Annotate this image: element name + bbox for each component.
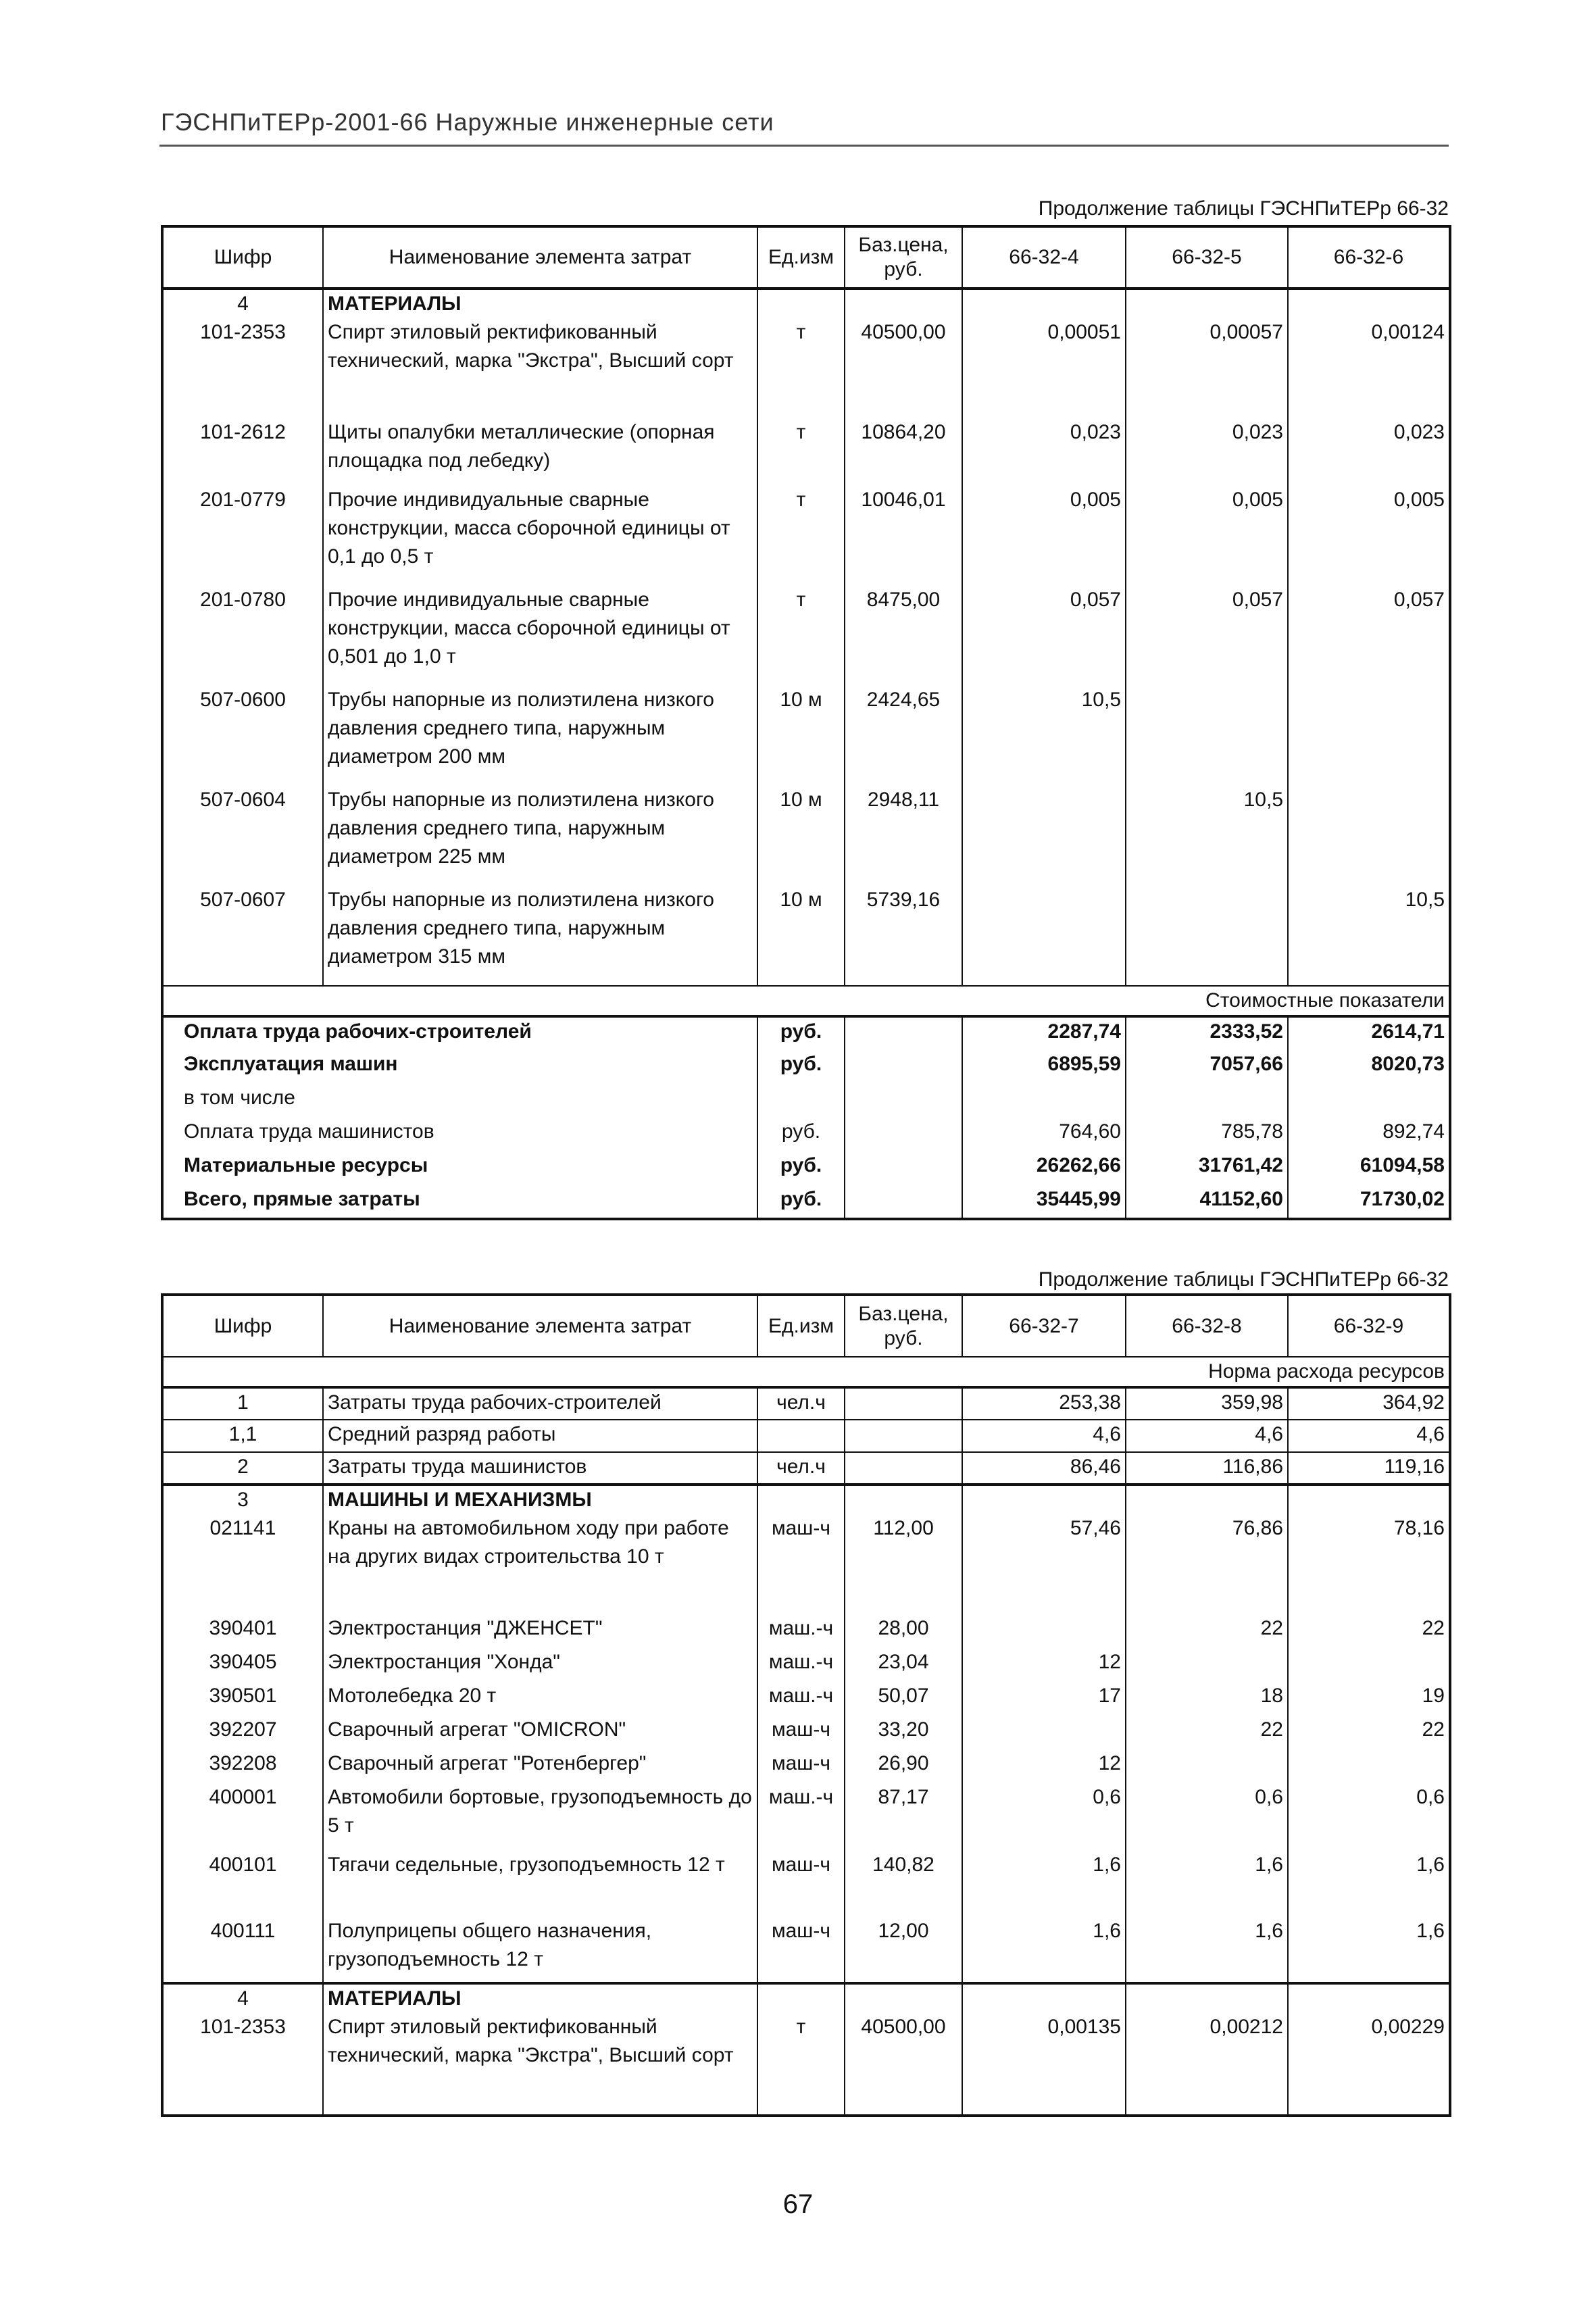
row-code: 390401	[162, 1614, 323, 1648]
table-row	[162, 1851, 1450, 1917]
col-header-unit: Ед.изм	[757, 226, 845, 289]
row-price: 10864,20	[845, 418, 962, 486]
row-price: 12,00	[845, 1917, 962, 1983]
row-value-3: 1,6	[1288, 1917, 1450, 1983]
cost-row	[162, 1151, 1450, 1185]
row-value-1	[962, 886, 1126, 986]
row-code: 1	[162, 1387, 323, 1420]
empty-cell	[845, 1151, 962, 1185]
row-unit: т	[757, 418, 845, 486]
row-name: Краны на автомобильном ходу при работе на других видах строительства 10 т	[323, 1514, 757, 1614]
row-price: 2424,65	[845, 686, 962, 786]
row-value-2: 18	[1126, 1682, 1288, 1716]
row-price: 87,17	[845, 1783, 962, 1851]
empty-cell	[845, 1185, 962, 1219]
table-row	[162, 2013, 1450, 2116]
row-code: 507-0604	[162, 786, 323, 886]
labor-row	[162, 1387, 1450, 1420]
row-name: Сварочный агрегат "OMICRON"	[323, 1716, 757, 1749]
cost-unit: руб.	[757, 1016, 845, 1050]
row-value-3: 78,16	[1288, 1514, 1450, 1614]
row-unit: маш-ч	[757, 1749, 845, 1783]
row-value-2	[1126, 886, 1288, 986]
section-code: 4	[162, 289, 323, 318]
row-code: 101-2353	[162, 318, 323, 418]
table2-header-row	[162, 1295, 1450, 1357]
row-value-1: 0,00135	[962, 2013, 1126, 2116]
table-row	[162, 1682, 1450, 1716]
row-value-2: 359,98	[1126, 1387, 1288, 1420]
row-name: Автомобили бортовые, грузоподъемность до 5 т	[323, 1783, 757, 1851]
row-code: 021141	[162, 1514, 323, 1614]
row-name: Прочие индивидуальные сварные конструкции, масса сборочной единицы от 0,501 до 1,0 т	[323, 586, 757, 686]
row-value-3	[1288, 1648, 1450, 1682]
row-name: Спирт этиловый ректификованный технический, марка "Экстра", Высший сорт	[323, 318, 757, 418]
table-row	[162, 1783, 1450, 1851]
section-code: 4	[162, 1983, 323, 2013]
row-price: 26,90	[845, 1749, 962, 1783]
cost-name: Оплата труда машинистов	[162, 1118, 757, 1151]
row-unit: т	[757, 2013, 845, 2116]
cost-value-3: 892,74	[1288, 1118, 1450, 1151]
empty-cell	[845, 1485, 962, 1514]
col-header-v3: 66-32-9	[1288, 1295, 1450, 1357]
cost-value-1	[962, 1084, 1126, 1118]
empty-cell	[962, 1485, 1126, 1514]
cost-value-1: 26262,66	[962, 1151, 1126, 1185]
empty-cell	[757, 1983, 845, 2013]
section-code: 3	[162, 1485, 323, 1514]
row-code: 390501	[162, 1682, 323, 1716]
cost-unit	[757, 1084, 845, 1118]
row-unit	[757, 1420, 845, 1452]
row-value-3: 0,057	[1288, 586, 1450, 686]
row-unit: т	[757, 586, 845, 686]
cost-name: Эксплуатация машин	[162, 1050, 757, 1084]
page-number: 67	[782, 2189, 814, 2219]
row-value-2: 1,6	[1126, 1851, 1288, 1917]
row-unit: т	[757, 318, 845, 418]
row-value-2: 0,057	[1126, 586, 1288, 686]
row-name: Мотолебедка 20 т	[323, 1682, 757, 1716]
cost-value-3	[1288, 1084, 1450, 1118]
col-header-v1: 66-32-4	[962, 226, 1126, 289]
table-row	[162, 486, 1450, 586]
table-row	[162, 418, 1450, 486]
page-header-title: ГЭСНПиТЕРр-2001-66 Наружные инженерные сети	[161, 108, 774, 136]
row-unit: маш.-ч	[757, 1783, 845, 1851]
row-value-2: 22	[1126, 1614, 1288, 1648]
table-row	[162, 1648, 1450, 1682]
cost-value-1: 6895,59	[962, 1050, 1126, 1084]
row-value-2: 116,86	[1126, 1452, 1288, 1485]
row-value-1: 12	[962, 1648, 1126, 1682]
col-header-price: Баз.цена, руб.	[845, 1295, 962, 1357]
labor-row	[162, 1420, 1450, 1452]
cost-value-2: 31761,42	[1126, 1151, 1288, 1185]
row-price: 5739,16	[845, 886, 962, 986]
row-name: Прочие индивидуальные сварные конструкции, масса сборочной единицы от 0,1 до 0,5 т	[323, 486, 757, 586]
cost-name: в том числе	[162, 1084, 757, 1118]
row-price: 50,07	[845, 1682, 962, 1716]
row-value-1: 57,46	[962, 1514, 1126, 1614]
empty-cell	[845, 1050, 962, 1084]
table1-header-row	[162, 226, 1450, 289]
row-price: 2948,11	[845, 786, 962, 886]
row-code: 201-0779	[162, 486, 323, 586]
cost-label: Стоимостные показатели	[162, 986, 1450, 1016]
row-value-1: 0,023	[962, 418, 1126, 486]
row-name: Затраты труда рабочих-строителей	[323, 1387, 757, 1420]
row-value-3	[1288, 1749, 1450, 1783]
empty-cell	[1126, 1983, 1288, 2013]
row-code: 201-0780	[162, 586, 323, 686]
table-row	[162, 1614, 1450, 1648]
cost-name: Оплата труда рабочих-строителей	[162, 1016, 757, 1050]
empty-cell	[845, 1983, 962, 2013]
section-row	[162, 289, 1450, 318]
row-value-2: 0,005	[1126, 486, 1288, 586]
table-row	[162, 1749, 1450, 1783]
cost-name: Всего, прямые затраты	[162, 1185, 757, 1219]
row-value-2: 22	[1126, 1716, 1288, 1749]
cost-value-1: 764,60	[962, 1118, 1126, 1151]
row-code: 507-0607	[162, 886, 323, 986]
row-value-2: 0,6	[1126, 1783, 1288, 1851]
row-value-3: 0,005	[1288, 486, 1450, 586]
row-unit: 10 м	[757, 786, 845, 886]
norm-label: Норма расхода ресурсов	[162, 1357, 1450, 1387]
table-row	[162, 1716, 1450, 1749]
row-unit: чел.ч	[757, 1452, 845, 1485]
row-value-1: 1,6	[962, 1851, 1126, 1917]
table2	[161, 1293, 1451, 2117]
row-value-1: 4,6	[962, 1420, 1126, 1452]
row-price: 112,00	[845, 1514, 962, 1614]
col-header-price: Баз.цена, руб.	[845, 226, 962, 289]
table-row	[162, 1514, 1450, 1614]
table1-caption: Продолжение таблицы ГЭСНПиТЕРр 66-32	[1038, 197, 1449, 220]
row-value-3: 0,00229	[1288, 2013, 1450, 2116]
row-value-3: 1,6	[1288, 1851, 1450, 1917]
row-code: 507-0600	[162, 686, 323, 786]
row-name: Трубы напорные из полиэтилена низкого давления среднего типа, наружным диаметром 315 мм	[323, 886, 757, 986]
section-name: МАТЕРИАЛЫ	[323, 1983, 757, 2013]
cost-row	[162, 1118, 1450, 1151]
cost-value-2: 785,78	[1126, 1118, 1288, 1151]
col-header-v1: 66-32-7	[962, 1295, 1126, 1357]
cost-value-3: 71730,02	[1288, 1185, 1450, 1219]
row-price: 40500,00	[845, 318, 962, 418]
col-header-name: Наименование элемента затрат	[323, 226, 757, 289]
section-row	[162, 1485, 1450, 1514]
row-value-1: 0,005	[962, 486, 1126, 586]
row-code: 390405	[162, 1648, 323, 1682]
row-name: Электростанция "Хонда"	[323, 1648, 757, 1682]
col-header-code: Шифр	[162, 1295, 323, 1357]
row-name: Щиты опалубки металлические (опорная площадка под лебедку)	[323, 418, 757, 486]
row-code: 400001	[162, 1783, 323, 1851]
col-header-v3: 66-32-6	[1288, 226, 1450, 289]
row-value-1: 1,6	[962, 1917, 1126, 1983]
row-price: 8475,00	[845, 586, 962, 686]
row-unit: маш-ч	[757, 1851, 845, 1917]
row-value-3: 22	[1288, 1614, 1450, 1648]
row-value-2: 4,6	[1126, 1420, 1288, 1452]
row-name: Спирт этиловый ректификованный технический, марка "Экстра", Высший сорт	[323, 2013, 757, 2116]
row-value-3: 0,6	[1288, 1783, 1450, 1851]
row-value-3: 0,00124	[1288, 318, 1450, 418]
row-unit: маш-ч	[757, 1716, 845, 1749]
cost-unit: руб.	[757, 1050, 845, 1084]
row-value-2	[1126, 1648, 1288, 1682]
cost-value-3: 8020,73	[1288, 1050, 1450, 1084]
empty-cell	[962, 1983, 1126, 2013]
row-value-3: 10,5	[1288, 886, 1450, 986]
cost-unit: руб.	[757, 1185, 845, 1219]
row-value-3: 119,16	[1288, 1452, 1450, 1485]
col-header-name: Наименование элемента затрат	[323, 1295, 757, 1357]
row-price: 10046,01	[845, 486, 962, 586]
row-value-1: 0,057	[962, 586, 1126, 686]
row-code: 101-2612	[162, 418, 323, 486]
col-header-unit: Ед.изм	[757, 1295, 845, 1357]
row-unit: маш-ч	[757, 1514, 845, 1614]
col-header-v2: 66-32-5	[1126, 226, 1288, 289]
row-value-1	[962, 1614, 1126, 1648]
row-value-2: 0,00057	[1126, 318, 1288, 418]
row-value-1	[962, 786, 1126, 886]
cost-unit: руб.	[757, 1151, 845, 1185]
table-row	[162, 686, 1450, 786]
row-unit: маш.-ч	[757, 1682, 845, 1716]
table2-caption: Продолжение таблицы ГЭСНПиТЕРр 66-32	[1038, 1268, 1449, 1291]
table-row	[162, 786, 1450, 886]
empty-cell	[845, 1016, 962, 1050]
row-value-3	[1288, 786, 1450, 886]
empty-cell	[1288, 1485, 1450, 1514]
row-unit: т	[757, 486, 845, 586]
row-code: 400111	[162, 1917, 323, 1983]
row-value-2: 76,86	[1126, 1514, 1288, 1614]
table-row	[162, 1917, 1450, 1983]
row-unit: маш.-ч	[757, 1648, 845, 1682]
norm-label-row	[162, 1357, 1450, 1387]
row-value-3: 364,92	[1288, 1387, 1450, 1420]
empty-cell	[1288, 1983, 1450, 2013]
row-name: Затраты труда машинистов	[323, 1452, 757, 1485]
cost-value-2: 41152,60	[1126, 1185, 1288, 1219]
row-price: 23,04	[845, 1648, 962, 1682]
row-unit: чел.ч	[757, 1387, 845, 1420]
row-value-3: 0,023	[1288, 418, 1450, 486]
cost-value-2: 7057,66	[1126, 1050, 1288, 1084]
row-value-2	[1126, 686, 1288, 786]
table-row	[162, 886, 1450, 986]
cost-unit: руб.	[757, 1118, 845, 1151]
empty-cell	[1126, 1485, 1288, 1514]
cost-value-3: 61094,58	[1288, 1151, 1450, 1185]
table-row	[162, 318, 1450, 418]
row-value-2: 0,00212	[1126, 2013, 1288, 2116]
row-value-1: 12	[962, 1749, 1126, 1783]
row-name: Тягачи седельные, грузоподъемность 12 т	[323, 1851, 757, 1917]
section-name: МАШИНЫ И МЕХАНИЗМЫ	[323, 1485, 757, 1514]
empty-cell	[845, 1118, 962, 1151]
row-price: 40500,00	[845, 2013, 962, 2116]
section-row	[162, 1983, 1450, 2013]
row-value-3: 19	[1288, 1682, 1450, 1716]
cost-value-1: 35445,99	[962, 1185, 1126, 1219]
row-unit: маш-ч	[757, 1917, 845, 1983]
table1	[161, 225, 1451, 1220]
row-name: Полуприцепы общего назначения, грузоподъемность 12 т	[323, 1917, 757, 1983]
row-name: Средний разряд работы	[323, 1420, 757, 1452]
row-unit: маш.-ч	[757, 1614, 845, 1648]
section-name: МАТЕРИАЛЫ	[323, 289, 757, 318]
row-value-1: 253,38	[962, 1387, 1126, 1420]
labor-row	[162, 1452, 1450, 1485]
row-value-2: 0,023	[1126, 418, 1288, 486]
row-value-1: 0,6	[962, 1783, 1126, 1851]
empty-cell	[757, 1485, 845, 1514]
cost-value-2: 2333,52	[1126, 1016, 1288, 1050]
row-price	[845, 1387, 962, 1420]
row-code: 400101	[162, 1851, 323, 1917]
cost-name: Материальные ресурсы	[162, 1151, 757, 1185]
cost-value-2	[1126, 1084, 1288, 1118]
row-price: 28,00	[845, 1614, 962, 1648]
row-code: 101-2353	[162, 2013, 323, 2116]
row-code: 392207	[162, 1716, 323, 1749]
row-name: Трубы напорные из полиэтилена низкого давления среднего типа, наружным диаметром 200 мм	[323, 686, 757, 786]
table-row	[162, 586, 1450, 686]
row-value-1: 0,00051	[962, 318, 1126, 418]
cost-label-row	[162, 986, 1450, 1016]
row-value-1: 10,5	[962, 686, 1126, 786]
row-value-3	[1288, 686, 1450, 786]
cost-value-1: 2287,74	[962, 1016, 1126, 1050]
row-code: 392208	[162, 1749, 323, 1783]
col-header-code: Шифр	[162, 226, 323, 289]
row-unit: 10 м	[757, 686, 845, 786]
cost-row	[162, 1084, 1450, 1118]
row-code: 1,1	[162, 1420, 323, 1452]
row-unit: 10 м	[757, 886, 845, 986]
row-price: 140,82	[845, 1851, 962, 1917]
cost-row	[162, 1016, 1450, 1050]
row-value-2: 1,6	[1126, 1917, 1288, 1983]
row-name: Сварочный агрегат "Ротенбергер"	[323, 1749, 757, 1783]
row-name: Трубы напорные из полиэтилена низкого давления среднего типа, наружным диаметром 225 мм	[323, 786, 757, 886]
row-value-3: 4,6	[1288, 1420, 1450, 1452]
row-value-1: 17	[962, 1682, 1126, 1716]
row-code: 2	[162, 1452, 323, 1485]
row-value-1	[962, 1716, 1126, 1749]
row-price	[845, 1452, 962, 1485]
row-price: 33,20	[845, 1716, 962, 1749]
cost-value-3: 2614,71	[1288, 1016, 1450, 1050]
col-header-v2: 66-32-8	[1126, 1295, 1288, 1357]
row-value-2	[1126, 1749, 1288, 1783]
cost-row	[162, 1185, 1450, 1219]
row-value-1: 86,46	[962, 1452, 1126, 1485]
row-name: Электростанция "ДЖЕНСЕТ"	[323, 1614, 757, 1648]
row-value-3: 22	[1288, 1716, 1450, 1749]
cost-row	[162, 1050, 1450, 1084]
empty-cell	[845, 1084, 962, 1118]
header-rule	[159, 145, 1449, 147]
row-value-2: 10,5	[1126, 786, 1288, 886]
row-price	[845, 1420, 962, 1452]
